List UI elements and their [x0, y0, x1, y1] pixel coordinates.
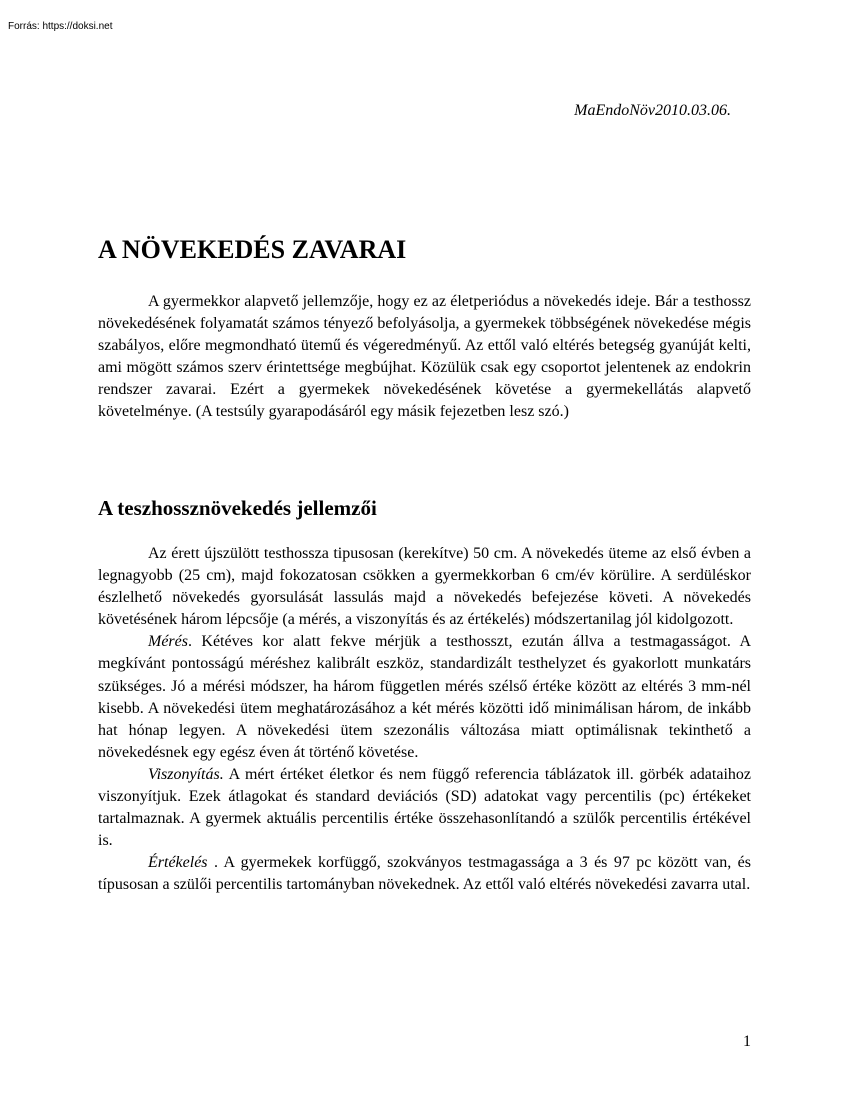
- section-heading: A teszhossznövekedés jellemzői: [98, 496, 377, 520]
- term-evaluation: Értékelés: [148, 854, 208, 872]
- intro-block: [98, 291, 751, 424]
- comparison-text: A mért értéket életkor és nem függő referencia táblázatok ill. görbék adataihoz viszonyítjuk. Ezek átlagokat és standard deviációs (SD) adatokat vagy percentilis (pc) értékeket tartalmaznak. A gyermek aktuális percentilis értéke összehasonlítandó a szülők percentilis értékével is.: [98, 765, 751, 850]
- page-number: 1: [743, 1033, 751, 1050]
- page-title: A NÖVEKEDÉS ZAVARAI: [98, 235, 407, 264]
- term-comparison: Viszonyítás.: [148, 765, 224, 783]
- paragraph-comparison: [98, 764, 751, 852]
- paragraph-growth-overview: Az érett újszülött testhossza tipusosan (kerekítve) 50 cm. A növekedés üteme az első évben a legnagyobb (25 cm), majd fokozatosan csökken a gyermekkorban 6 cm/év körülire. A serdüléskor észlelhető növekedés gyorsulását lassulás majd a növekedés befejezése követi. A növekedés követésének három lépcsője (a mérés, a viszonyítás és az értékelés) módszertanilag jól kidolgozott.: [98, 545, 751, 629]
- term-measurement: Mérés: [148, 633, 188, 651]
- paragraph-measurement: [98, 631, 751, 764]
- paragraph-evaluation: [98, 852, 751, 896]
- source-note: Forrás: https://doksi.net: [8, 21, 113, 32]
- measurement-text: . Kétéves kor alatt fekve mérjük a testhosszt, ezután állva a testmagasságot. A megkívánt pontosságú méréshez kalibrált eszköz, standardizált testhelyzet és gyakorlott munkatárs szükséges. Jó a mérési módszer, ha három független mérés szélső értéke között az eltérés 3 mm-nél kisebb. A növekedési ütem meghatározásához a két mérés közötti idő minimálisan három, de inkább hat hónap legyen. A növekedési ütem szezonális változása miatt optimálisnak tekinthető a növekedésnek egy egész éven át történő követése.: [98, 633, 751, 761]
- document-code: MaEndoNöv2010.03.06.: [574, 102, 731, 119]
- evaluation-text: . A gyermekek korfüggő, szokványos testmagassága a 3 és 97 pc között van, és típusosan a szülői percentilis tartományban növekednek. Az ettől való eltérés növekedési zavarra utal.: [98, 854, 751, 894]
- intro-paragraph: A gyermekkor alapvető jellemzője, hogy ez az életperiódus a növekedés ideje. Bár a testhossz növekedésének folyamatát számos tényező befolyásolja, a gyermekek többségének növekedése mégis szabályos, előre megmondható ütemű és végeredményű. Az ettől való eltérés betegség gyanúját kelti, ami mögött számos szerv érintettsége megbújhat. Közülük csak egy csoportot jelentenek az endokrin rendszer zavarai. Ezért a gyermekek növekedésének követése a gyermekellátás alapvető követelménye. (A testsúly gyarapodásáról egy másik fejezetben lesz szó.): [98, 293, 751, 421]
- section-body: [98, 543, 751, 897]
